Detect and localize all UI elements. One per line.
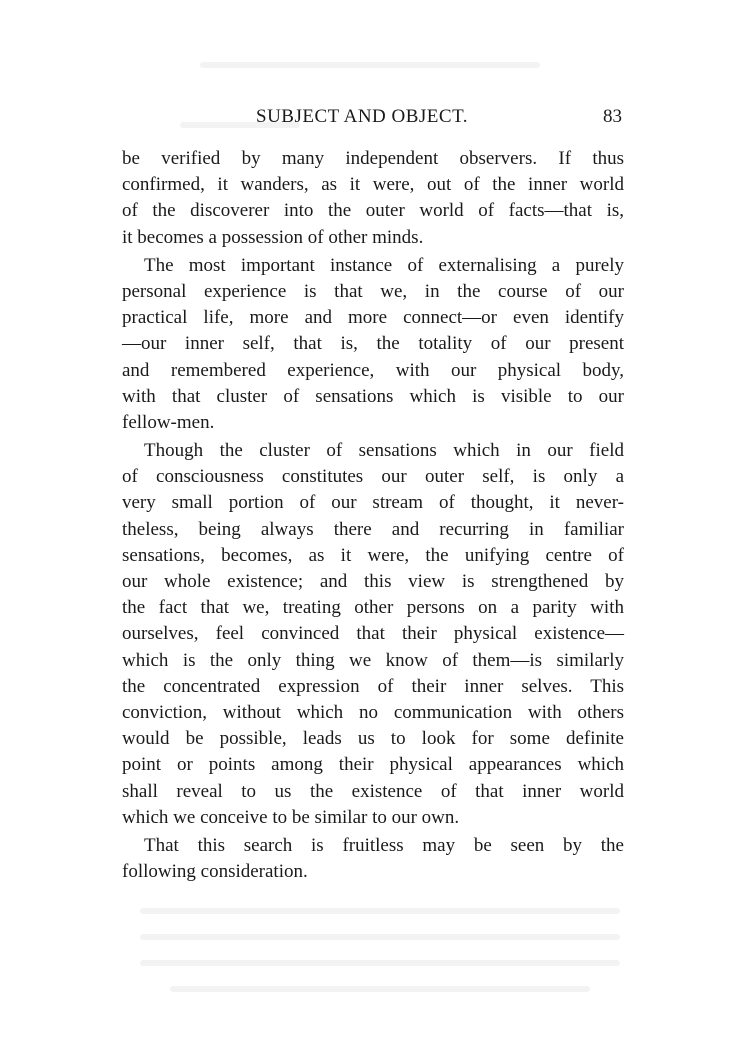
body-text <box>122 146 624 885</box>
text-line: very small portion of our stream of thought, it never- <box>122 492 624 514</box>
text-line: following consideration. <box>122 861 308 883</box>
text-line: practical life, more and more connect—or even identify <box>122 307 624 329</box>
text-line: sensations, becomes, as it were, the unifying centre of <box>122 544 624 566</box>
show-through-mark <box>200 62 540 68</box>
running-head <box>122 106 622 134</box>
text-line: the fact that we, treating other persons on a parity with <box>122 597 624 619</box>
text-line: of the discoverer into the outer world of facts—that is, <box>122 200 624 222</box>
text-line: which we conceive to be similar to our own. <box>122 806 460 828</box>
paragraph <box>122 438 624 831</box>
text-line: of consciousness constitutes our outer self, is only a <box>122 466 624 488</box>
text-line: point or points among their physical appearances which <box>122 754 624 776</box>
text-line: ourselves, feel convinced that their physical existence— <box>122 623 624 645</box>
text-line: The most important instance of externalising a purely <box>144 254 624 276</box>
text-line: with that cluster of sensations which is visible to our <box>122 385 624 407</box>
text-line: the concentrated expression of their inner selves. This <box>122 675 624 697</box>
text-line: would be possible, leads us to look for some definite <box>122 728 624 750</box>
paragraph <box>122 146 624 251</box>
show-through-mark <box>170 986 590 992</box>
show-through-mark <box>140 908 620 914</box>
text-line: confirmed, it wanders, as it were, out of the inner world <box>122 174 624 196</box>
text-line: fellow-men. <box>122 411 215 433</box>
text-line: shall reveal to us the existence of that inner world <box>122 780 624 802</box>
paragraph <box>122 833 624 885</box>
page-number: 83 <box>603 106 622 127</box>
text-line: That this search is fruitless may be seen by the <box>144 834 624 856</box>
text-line: and remembered experience, with our physical body, <box>122 359 624 381</box>
running-title: SUBJECT AND OBJECT. <box>256 106 469 127</box>
text-line: which is the only thing we know of them—is similarly <box>122 649 624 671</box>
paragraph <box>122 253 624 436</box>
text-line: Though the cluster of sensations which in our field <box>144 440 624 462</box>
text-line: theless, being always there and recurring in familiar <box>122 518 624 540</box>
text-line: conviction, without which no communication with others <box>122 701 624 723</box>
text-line: personal experience is that we, in the course of our <box>122 280 624 302</box>
text-line: our whole existence; and this view is strengthened by <box>122 571 624 592</box>
text-line: it becomes a possession of other minds. <box>122 226 424 248</box>
text-line: —our inner self, that is, the totality of our present <box>122 333 624 355</box>
show-through-mark <box>140 960 620 966</box>
show-through-mark <box>140 934 620 940</box>
text-line: be verified by many independent observers. If thus <box>122 148 624 169</box>
